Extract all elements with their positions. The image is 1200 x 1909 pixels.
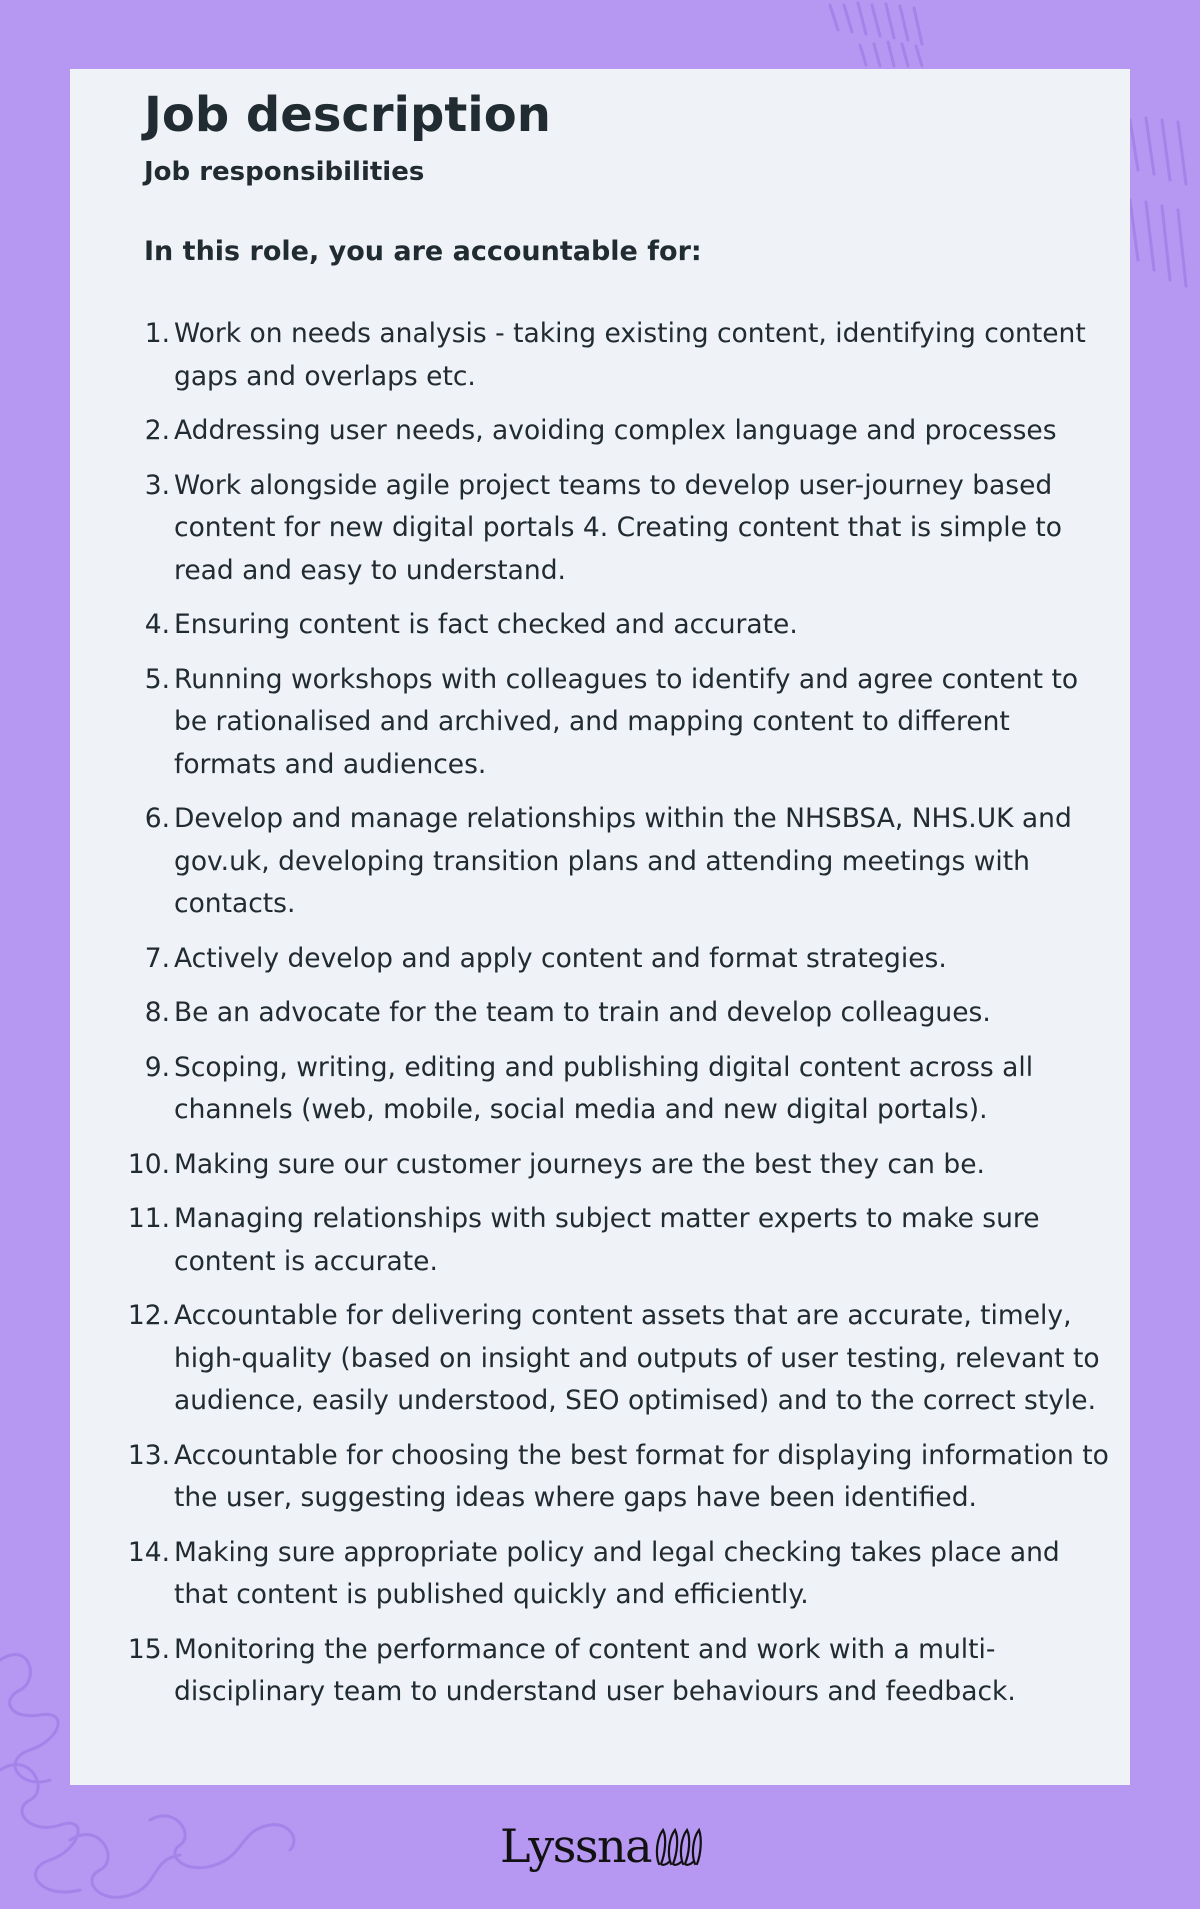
list-item <box>144 938 1112 981</box>
list-item-text: Scoping, writing, editing and publishing digital content across all channels (web, mobile, social media and new digital portals). <box>174 1051 1034 1125</box>
list-item-number: 9. <box>144 1051 170 1083</box>
list-item-number: 2. <box>144 415 170 446</box>
list-item-number: 15. <box>127 1633 170 1665</box>
list-item <box>144 410 1112 453</box>
intro-text: In this role, you are accountable for: <box>144 236 702 267</box>
list-item-text: Actively develop and apply content and format strategies. <box>174 942 947 974</box>
list-item-text: Develop and manage relationships within the NHSBSA, NHS.UK and gov.uk, developing transition plans and attending meetings with contacts. <box>174 803 1072 919</box>
list-item-text: Work on needs analysis - taking existing content, identifying content gaps and overlaps etc. <box>174 318 1086 392</box>
list-item <box>127 1144 1112 1187</box>
list-item <box>127 1198 1112 1283</box>
responsibilities-list <box>127 313 1112 1726</box>
list-item <box>127 1629 1112 1714</box>
list-item <box>127 1295 1112 1423</box>
list-item <box>144 798 1112 926</box>
list-item-text: Accountable for delivering content assets that are accurate, timely, high-quality (based on insight and outputs of user testing, relevant to audience, easily understood, SEO optimised) and to the correct style. <box>174 1300 1100 1416</box>
list-item-text: Managing relationships with subject matter experts to make sure content is accurate. <box>174 1203 1040 1277</box>
list-item <box>144 313 1112 398</box>
decorative-strokes-right <box>1120 110 1200 300</box>
list-item-number: 10. <box>127 1148 170 1180</box>
list-item-text: Be an advocate for the team to train and develop colleagues. <box>174 997 991 1028</box>
lyssna-logo <box>500 1818 710 1874</box>
list-item-text: Addressing user needs, avoiding complex language and processes <box>174 415 1057 446</box>
list-item-number: 4. <box>144 609 170 640</box>
logo-wordmark: Lyssna <box>500 1819 651 1873</box>
section-subtitle: Job responsibilities <box>144 157 425 187</box>
list-item-number: 11. <box>127 1203 170 1234</box>
list-item-text: Accountable for choosing the best format for displaying information to the user, suggesting ideas where gaps have been identified. <box>174 1439 1109 1513</box>
list-item <box>127 1435 1112 1520</box>
list-item <box>144 992 1112 1035</box>
list-item-number: 5. <box>144 663 170 695</box>
list-item-text: Work alongside agile project teams to develop user-journey based content for new digital portals 4. Creating content that is simple to read and easy to understand. <box>174 469 1062 586</box>
list-item <box>144 659 1112 787</box>
logo-squiggle-icon <box>653 1824 703 1868</box>
job-description-card <box>70 69 1130 1785</box>
list-item-number: 14. <box>127 1536 170 1568</box>
page-title: Job description <box>144 87 551 143</box>
list-item-number: 3. <box>144 469 170 501</box>
list-item-text: Making sure appropriate policy and legal checking takes place and that content is published quickly and efficiently. <box>174 1536 1060 1610</box>
list-item-number: 12. <box>127 1300 170 1331</box>
list-item-number: 8. <box>144 997 170 1028</box>
list-item-text: Monitoring the performance of content and work with a multi-disciplinary team to understand user behaviours and feedback. <box>174 1633 1016 1707</box>
list-item-text: Making sure our customer journeys are the best they can be. <box>174 1148 985 1180</box>
decorative-strokes-top <box>820 0 1060 80</box>
list-item-text: Ensuring content is fact checked and accurate. <box>174 609 798 640</box>
list-item-number: 7. <box>144 942 170 974</box>
list-item-number: 6. <box>144 803 170 834</box>
list-item-number: 13. <box>127 1439 170 1471</box>
list-item <box>144 604 1112 647</box>
list-item-number: 1. <box>144 318 170 349</box>
list-item <box>144 465 1112 593</box>
list-item-text: Running workshops with colleagues to identify and agree content to be rationalised and archived, and mapping content to different formats and audiences. <box>174 663 1079 780</box>
list-item <box>144 1047 1112 1132</box>
list-item <box>127 1532 1112 1617</box>
